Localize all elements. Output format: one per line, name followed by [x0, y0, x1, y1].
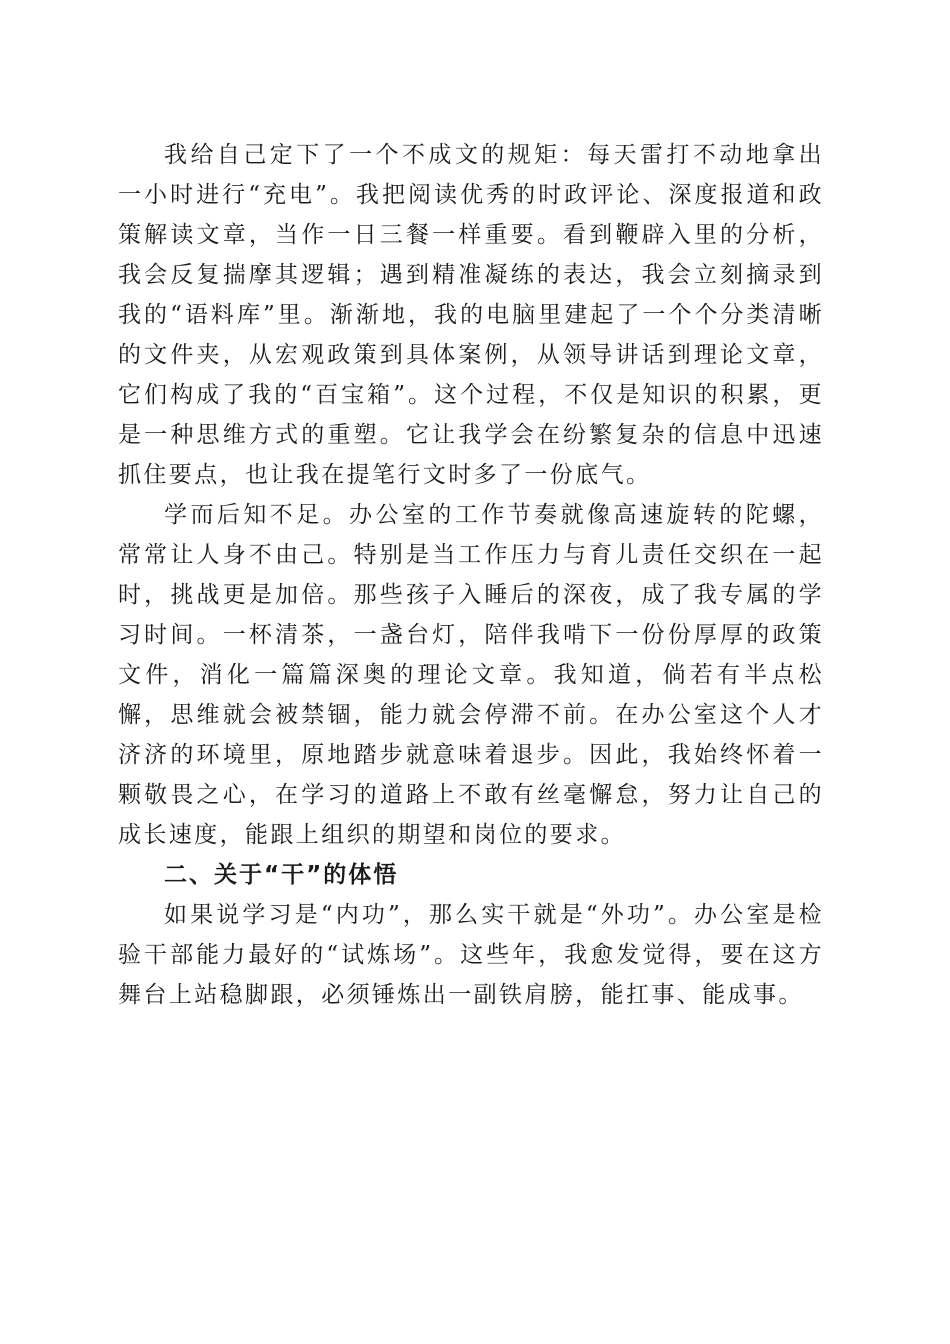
- document-page: [118, 135, 824, 1015]
- section-heading: 二、关于“干”的体悟: [164, 862, 399, 888]
- body-paragraph-learning-pressure: 学而后知不足。办公室的工作节奏就像高速旋转的陀螺，常常让人身不由己。特别是当工作压力与育儿责任交织在一起时，挑战更是加倍。那些孩子入睡后的深夜，成了我专属的学习时间。一杯清茶，一盏台灯，陪伴我啃下一份份厚厚的政策文件，消化一篇篇深奥的理论文章。我知道，倘若有半点松懈，思维就会被禁锢，能力就会停滞不前。在办公室这个人才济济的环境里，原地踏步就意味着退步。因此，我始终怀着一颗敬畏之心，在学习的道路上不敢有丝毫懈怠，努力让自己的成长速度，能跟上组织的期望和岗位的要求。: [118, 502, 824, 848]
- body-paragraph-practice: 如果说学习是“内功”，那么实干就是“外功”。办公室是检验干部能力最好的“试炼场”。这些年，我愈发觉得，要在这方舞台上站稳脚跟，必须锤炼出一副铁肩膀，能扛事、能成事。: [118, 902, 824, 1008]
- body-paragraph-study-habit: 我给自己定下了一个不成文的规矩：每天雷打不动地拿出一小时进行“充电”。我把阅读优秀的时政评论、深度报道和政策解读文章，当作一日三餐一样重要。看到鞭辟入里的分析，我会反复揣摩其逻辑；遇到精准凝练的表达，我会立刻摘录到我的“语料库”里。渐渐地，我的电脑里建起了一个个分类清晰的文件夹，从宏观政策到具体案例，从领导讲话到理论文章，它们构成了我的“百宝箱”。这个过程，不仅是知识的积累，更是一种思维方式的重塑。它让我学会在纷繁复杂的信息中迅速抓住要点，也让我在提笔行文时多了一份底气。: [118, 142, 824, 488]
